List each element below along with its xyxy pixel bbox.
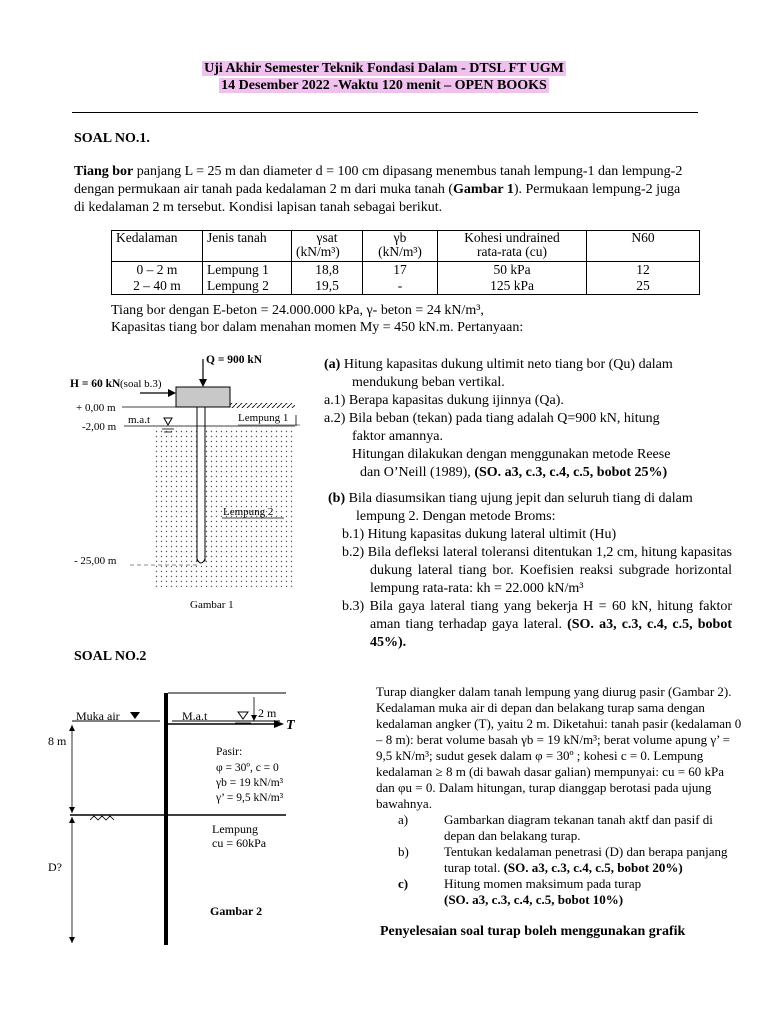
fig2-phi: φ = 30º, c = 0: [216, 762, 279, 774]
soal1-questions-b: [328, 490, 732, 652]
cell: 2 – 40 m: [112, 278, 203, 295]
qb-label: b): [398, 844, 409, 859]
ground-hatch-2: [90, 816, 114, 820]
a-so: (SO. a3, c.3, c.4, c.5, bobot 25%): [474, 465, 668, 480]
qa-label: a): [398, 812, 409, 827]
qb: Tentukan kedalaman penetrasi (D) dan berapa panjang turap total.: [444, 844, 728, 875]
qc: Hitung momen maksimum pada turap: [444, 876, 642, 891]
cell: 125 kPa: [438, 278, 587, 295]
soal1-heading: SOAL NO.1.: [74, 131, 150, 146]
b1: b.1) Hitung kapasitas dukung lateral ultimit (Hu): [342, 527, 617, 542]
b2: b.2) Bila defleksi lateral toleransi ditentukan 1,2 cm, hitung kapasitas dukung lateral tiang bor. Koefisien reaksi subgrade horizontal lempung rata-rata: kh = 22.000 kN/m³: [342, 545, 732, 596]
fig1-elev25: - 25,00 m: [74, 555, 117, 567]
qb-so: (SO. a3, c.3, c.4, c.5, bobot 20%): [503, 860, 683, 875]
th-gsat-sym: γsat: [316, 230, 338, 245]
cell: Lempung 1: [203, 262, 292, 279]
fig2-2m: 2 m: [258, 706, 277, 720]
table-row: [112, 262, 700, 279]
pile-cap: [176, 387, 230, 407]
fig1-lempung2: Lempung 2: [223, 506, 274, 518]
fig1-H: H = 60 kN: [70, 378, 121, 390]
fig2-pasir: Pasir:: [216, 746, 243, 758]
fig1-elev0: + 0,00 m: [76, 402, 116, 414]
water-symbol-front: [130, 712, 140, 719]
header-line-2: 14 Desember 2022 -Waktu 120 menit – OPEN BOOKS: [221, 78, 547, 93]
intro-bold-2: Gambar 1: [453, 182, 514, 197]
table-row: [112, 278, 700, 295]
b-so: (SO. a3, c.3, c.4, c.5, bobot 45%).: [370, 617, 732, 650]
fig2-8m: 8 m: [48, 734, 67, 748]
th-gsat-unit: (kN/m³): [296, 244, 340, 259]
b3: b.3) Bila gaya lateral tiang yang bekerja H = 60 kN, hitung faktor aman tiang terhadap gaya lateral.: [342, 599, 732, 632]
a-text-2: mendukung beban vertikal.: [352, 375, 505, 390]
th-kohesi-2: rata-rata (cu): [476, 244, 548, 259]
th-kohesi-1: Kohesi undrained: [464, 230, 560, 245]
intro-bold-1: Tiang bor: [74, 164, 134, 179]
soil-table-wrap: [111, 230, 700, 295]
fig1-elev2: -2,00 m: [82, 421, 117, 433]
qc-label: c): [398, 876, 409, 891]
intro-text-2: ). Permukaan lempung-2 juga di kedalaman 2 m tersebut. Kondisi lapisan tanah sebagai berikut.: [74, 182, 681, 215]
th-gb-unit: (kN/m³): [378, 244, 422, 259]
fig1-mat: m.a.t: [128, 414, 150, 426]
exam-header: [0, 60, 768, 94]
cell: 12: [587, 262, 700, 279]
a-note-2: dan O’Neill (1989),: [360, 465, 475, 480]
after-table-1: Tiang bor dengan E-beton = 24.000.000 kPa, γ- beton = 24 kN/m³,: [111, 303, 484, 318]
b-label: (b): [328, 491, 346, 506]
a2b: faktor amannya.: [352, 429, 443, 444]
a-note-1: Hitungan dilakukan dengan menggunakan metode Reese: [352, 447, 671, 462]
fig1-caption: Gambar 1: [190, 599, 234, 611]
fig2-lempung: Lempung: [212, 822, 258, 836]
b-text-2: lempung 2. Dengan metode Broms:: [356, 509, 556, 524]
fig2-caption: Gambar 2: [210, 904, 263, 918]
b-text: Bila diasumsikan tiang ujung jepit dan seluruh tiang di dalam: [345, 491, 693, 506]
figure-1: [60, 345, 320, 620]
fig1-lempung1: Lempung 1: [238, 412, 289, 424]
th-kohesi: [438, 231, 587, 262]
after-table-2: Kapasitas tiang bor dalam menahan momen My = 450 kN.m. Pertanyaan:: [111, 320, 524, 335]
th-gsat: [292, 231, 363, 262]
soal1-questions-a: [324, 356, 744, 482]
fig2-cu: cu = 60kPa: [212, 836, 267, 850]
q-arrow-head: [199, 379, 207, 387]
ground-hatch: [230, 403, 295, 408]
cell: 17: [363, 262, 438, 279]
fig2-T: T: [286, 718, 295, 733]
soal2-text: Turap diangker dalam tanah lempung yang diurug pasir (Gambar 2). Kedalaman muka air di depan dan belakang turap sama dengan kedalaman angker (T), yaitu 2 m. Diketahui: tanah pasir (kedalaman 0 – 8 m): berat volume basah γb = 19 kN/m³; berat volume apung γ’ = 9,5 kN/m³; sudut gesek dalam φ = 30º ; kohesi c = 0. Lempung kedalaman ≥ 8 m (di bawah dasar galian) mempunyai: cu = 60 kPa dan φu = 0. Dalam hitungan, turap dianggap berotasi pada ujung bawahnya.: [376, 684, 742, 811]
a2: a.2) Bila beban (tekan) pada tiang adalah Q=900 kN, hitung: [324, 411, 660, 426]
qa: Gambarkan diagram tekanan tanah aktf dan pasif di depan dan belakang turap.: [444, 812, 713, 843]
th-jenis: Jenis tanah: [203, 231, 292, 262]
cell: -: [363, 278, 438, 295]
fig1-Q: Q = 900 kN: [206, 354, 263, 366]
th-n60: N60: [587, 231, 700, 262]
pile-shaft: [197, 407, 205, 561]
fig2-mat: M.a.t: [182, 709, 208, 723]
figure-2: [40, 685, 340, 955]
cell: 0 – 2 m: [112, 262, 203, 279]
cell: 50 kPa: [438, 262, 587, 279]
soil-table: [111, 230, 700, 295]
fig1-H-note: (soal b.3): [120, 378, 162, 390]
th-kedalaman: Kedalaman: [112, 231, 203, 262]
a-text: Hitung kapasitas dukung ultimit neto tiang bor (Qu) dalam: [340, 357, 673, 372]
soal2-questions: [376, 812, 746, 908]
header-divider: [72, 112, 698, 113]
fig2-muka-air: Muka air: [76, 709, 120, 723]
soal1-intro: [74, 163, 694, 217]
fig2-gp: γ’ = 9,5 kN/m³: [216, 792, 284, 804]
cell: 19,5: [292, 278, 363, 295]
soal2-heading: SOAL NO.2: [74, 649, 147, 664]
cell: Lempung 2: [203, 278, 292, 295]
fig2-gb: γb = 19 kN/m³: [216, 777, 284, 789]
h-arrow-head: [168, 389, 176, 397]
a-label: (a): [324, 357, 341, 372]
intro-text-1: panjang L = 25 m dan diameter d = 100 cm dipasang menembus tanah lempung-1 dan lempung-2 dengan permukaan air tanah pada kedalaman 2 m dari muka tanah (: [74, 164, 683, 197]
th-gb-sym: γb: [393, 230, 407, 245]
header-line-1: Uji Akhir Semester Teknik Fondasi Dalam - DTSL FT UGM: [204, 61, 564, 76]
cell: 25: [587, 278, 700, 295]
water-symbol-back: [238, 712, 248, 719]
cell: 18,8: [292, 262, 363, 279]
a1: a.1) Berapa kapasitas dukung ijinnya (Qa).: [324, 393, 564, 408]
water-table-symbol: [164, 418, 172, 425]
qc-so: (SO. a3, c.3, c.4, c.5, bobot 10%): [444, 892, 624, 907]
soal2-closing: Penyelesaian soal turap boleh menggunakan grafik: [380, 924, 686, 939]
th-gb: [363, 231, 438, 262]
fig2-D: D?: [48, 860, 62, 874]
